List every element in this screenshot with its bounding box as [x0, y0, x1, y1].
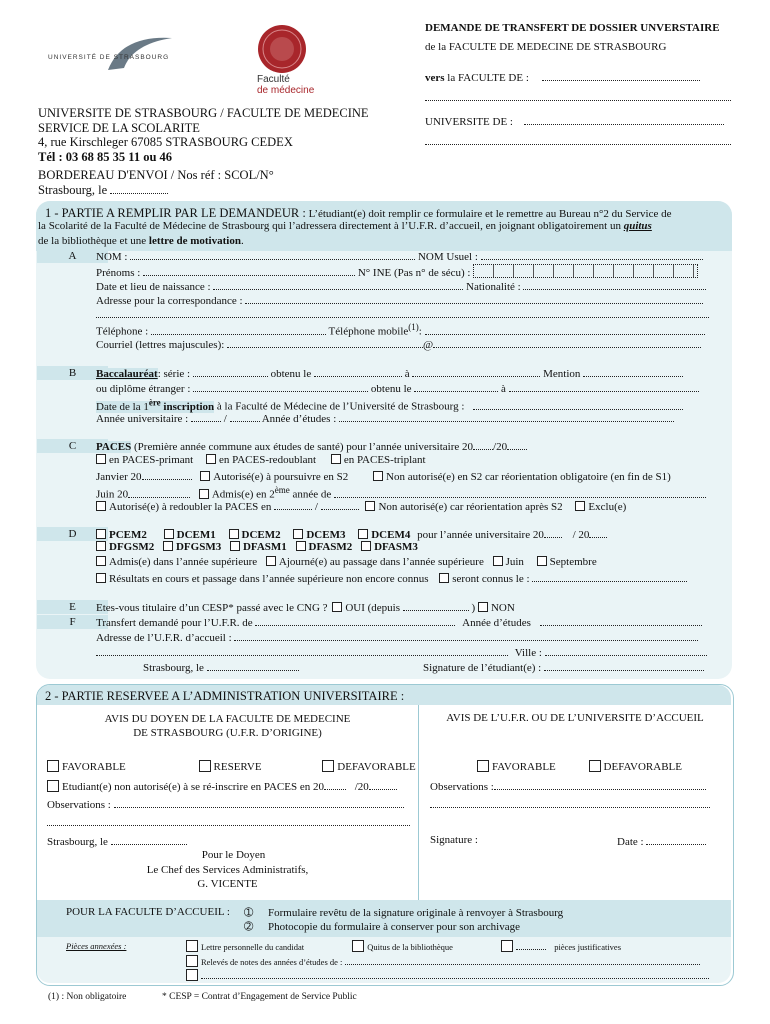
- autre-piece-field[interactable]: [201, 970, 709, 979]
- exclu-checkbox[interactable]: [575, 501, 585, 511]
- dfasm1-label: DFASM1: [242, 541, 287, 553]
- nom-label: NOM :: [96, 251, 128, 263]
- f-strasbourg-date-field[interactable]: [207, 660, 299, 671]
- part1-intro2: [38, 220, 652, 232]
- autorise-s2-label: Autorisé(e) à poursuivre en S2: [213, 471, 349, 483]
- d-row3: [96, 556, 597, 569]
- accueil-instructions: [244, 906, 563, 934]
- dfasm1-checkbox[interactable]: [230, 541, 240, 551]
- resultats-label: Résultats en cours et passage dans l’année supérieure non encore connus: [109, 573, 429, 585]
- non-autorise-apres-label: Non autorisé(e) car réorientation après S2: [378, 501, 563, 513]
- doyen-favorable-label: FAVORABLE: [62, 761, 126, 773]
- bac-row: [96, 366, 683, 381]
- pieces-label: Pièces annexées :: [66, 941, 127, 951]
- doyen-signature-line2: Le Chef des Services Administratifs,: [146, 863, 309, 876]
- doyen-observations-field-2[interactable]: [47, 815, 410, 826]
- accueil-defavorable-checkbox[interactable]: [589, 760, 601, 772]
- juin-field[interactable]: [128, 487, 190, 498]
- d-row1-tail: pour l’année universitaire 20: [417, 529, 544, 541]
- seront-field[interactable]: [532, 571, 687, 582]
- f-signature-label: Signature de l’étudiant(e) :: [423, 662, 542, 674]
- cesp-label: Etes-vous titulaire d’un CESP* passé avec le CNG ?: [96, 602, 328, 614]
- dcem3-label: DCEM3: [306, 529, 346, 541]
- annee-univ-slash: /: [223, 413, 227, 425]
- accueil-instruction2-num: ➁: [244, 921, 254, 933]
- accueil-instructions-label: POUR LA FACULTE D’ACCUEIL :: [66, 906, 230, 918]
- part1-intro2-text: la Scolarité de la Faculté de Médecine de Strasbourg qui l’adressera directement à l’U.F.R. d’accueil, en joignant obligatoirement un: [38, 220, 621, 232]
- diplome-field[interactable]: [193, 381, 368, 392]
- annee-etudes-label: Année d’études :: [261, 413, 337, 425]
- transfert-label: Transfert demandé pour l’U.F.R. de: [96, 617, 253, 629]
- tel-mobile-sup: (1): [408, 322, 419, 332]
- dcem2-checkbox[interactable]: [229, 529, 239, 539]
- nationalite-field[interactable]: [523, 279, 706, 290]
- non-autorise-s2-label: Non autorisé(e) en S2 car réorientation obligatoire (en fin de S1): [386, 471, 671, 483]
- paces-year-field-2[interactable]: [507, 439, 527, 450]
- annee-etudes-field[interactable]: [339, 411, 674, 422]
- annee-univ-label: Année universitaire :: [96, 413, 189, 425]
- telephone-label: Téléphone :: [96, 325, 149, 338]
- f-signature-field[interactable]: [544, 660, 704, 671]
- strasbourg-le-label: Strasbourg, le: [38, 183, 108, 197]
- doyen-defavorable-checkbox[interactable]: [322, 760, 334, 772]
- cesp-non-label: NON: [490, 602, 515, 614]
- universite-row: [425, 114, 724, 128]
- address-line2: SERVICE DE LA SCOLARITE: [38, 120, 200, 135]
- accueil-instruction1-num: ➀: [244, 907, 254, 919]
- adresse-ufr-field[interactable]: [234, 630, 698, 641]
- admis-sup-label: Admis(e) dans l’année supérieure: [109, 556, 258, 568]
- redoubler-field-1[interactable]: [274, 499, 312, 510]
- pieces-row2: [186, 955, 700, 967]
- releves-checkbox[interactable]: [186, 955, 198, 967]
- universite-label: UNIVERSITE DE :: [425, 116, 513, 128]
- annee-univ-row: [96, 411, 674, 426]
- accueil-observations-label: Observations :: [430, 781, 494, 793]
- accueil-avis-row: [477, 760, 682, 773]
- paces-non-field-1[interactable]: [324, 779, 346, 790]
- adresse-ufr-label: Adresse de l’U.F.R. d’accueil :: [96, 632, 232, 644]
- date-1ere-label: Date de la 1: [96, 400, 149, 413]
- cesp-oui-checkbox[interactable]: [332, 602, 342, 612]
- paces-year-field-1[interactable]: [473, 439, 493, 450]
- strasbourg-date-field[interactable]: [110, 183, 168, 194]
- accueil-defavorable-label: DEFAVORABLE: [603, 761, 682, 773]
- address-line1: UNIVERSITE DE STRASBOURG / FACULTE DE MEDECINE: [38, 106, 369, 120]
- dfgsm3-label: DFGSM3: [175, 541, 222, 553]
- f-strasbourg-le-label: Strasbourg, le: [143, 662, 204, 674]
- vers-faculte-row: [425, 70, 700, 84]
- bac-mention-field[interactable]: [583, 366, 683, 377]
- section-letter-b: B: [37, 366, 108, 380]
- dfasm2-checkbox[interactable]: [296, 541, 306, 551]
- adresse-ufr-field-2[interactable]: [96, 645, 508, 656]
- vers-faculte-field-2[interactable]: [425, 90, 731, 101]
- tel-mobile-colon: :: [418, 325, 422, 338]
- nom-field[interactable]: [130, 249, 415, 260]
- lettre-label: Lettre personnelle du candidat: [201, 942, 305, 952]
- part1-title: 1 - PARTIE A REMPLIR PAR LE DEMANDEUR :: [45, 206, 306, 220]
- date-1ere-field[interactable]: [473, 399, 683, 410]
- doyen-reserve-checkbox[interactable]: [199, 760, 211, 772]
- non-autorise-s2-checkbox[interactable]: [373, 471, 383, 481]
- paces-slash20: /20: [493, 441, 508, 453]
- transfert-row: [96, 615, 702, 630]
- bordereau-label: BORDEREAU D'ENVOI / Nos réf : SCOL/N°: [38, 168, 274, 182]
- redoubler-label: Autorisé(e) à redoubler la PACES en: [109, 501, 272, 513]
- accueil-favorable-checkbox[interactable]: [477, 760, 489, 772]
- courriel-row: [96, 337, 701, 352]
- paces-primant-checkbox[interactable]: [96, 454, 106, 464]
- doyen-reserve-label: RESERVE: [213, 761, 262, 773]
- ville-row: [96, 645, 707, 660]
- d-juin-label: Juin: [505, 556, 524, 568]
- cesp-oui-label: OUI (depuis: [345, 602, 401, 614]
- bac-a-label: à: [404, 368, 410, 380]
- redoubler-slash: /: [314, 501, 318, 513]
- non-autorise-apres-checkbox[interactable]: [365, 501, 375, 511]
- cesp-row: [96, 600, 515, 615]
- prenoms-row: [96, 264, 698, 280]
- ine-boxes[interactable]: [473, 264, 698, 278]
- dcem1-checkbox[interactable]: [164, 529, 174, 539]
- f-annee-etudes-field[interactable]: [540, 615, 702, 626]
- ville-field[interactable]: [545, 645, 707, 656]
- paces-label: PACES: [96, 441, 132, 453]
- dfgsm3-checkbox[interactable]: [163, 541, 173, 551]
- doyen-avis-row: [47, 760, 417, 773]
- bac-obtenu-label: obtenu le: [270, 368, 312, 380]
- faculte-seal: [257, 24, 307, 74]
- part1-intro1: L’étudiant(e) doit remplir ce formulaire et le remettre au Bureau n°2 du Service de: [308, 208, 672, 220]
- adresse-row: [96, 293, 703, 308]
- doyen-favorable-checkbox[interactable]: [47, 760, 59, 772]
- autre-piece-checkbox[interactable]: [186, 969, 198, 981]
- accueil-instruction2: Photocopie du formulaire à conserver pour son archivage: [268, 921, 520, 933]
- section-letter-d: D: [37, 527, 108, 541]
- seront-label: seront connus le :: [452, 573, 530, 585]
- accueil-date-label: Date :: [617, 836, 644, 848]
- pieces-just-label: pièces justificatives: [554, 942, 622, 952]
- admis-sup-checkbox[interactable]: [96, 556, 106, 566]
- annee-univ-field-2[interactable]: [230, 411, 260, 422]
- redoubler-row: [96, 499, 626, 514]
- part1-intro3-lettre: lettre de motivation: [148, 235, 241, 247]
- quitus-checkbox[interactable]: [352, 940, 364, 952]
- universite-field-2[interactable]: [425, 134, 731, 145]
- faculte-label: [257, 74, 314, 96]
- accueil-signature-label: Signature :: [430, 834, 478, 846]
- pieces-just-count-field[interactable]: [516, 941, 546, 950]
- accueil-favorable-label: FAVORABLE: [492, 761, 556, 773]
- janvier-field[interactable]: [142, 469, 192, 480]
- vers-bold: vers: [425, 72, 445, 84]
- paces-options-row: [96, 454, 426, 467]
- section-letter-a: A: [37, 249, 108, 263]
- tel-mobile-field[interactable]: [425, 324, 705, 335]
- section-letter-f: F: [37, 615, 108, 629]
- redoubler-field-2[interactable]: [321, 499, 359, 510]
- paces-non-field-2[interactable]: [369, 779, 397, 790]
- part1-intro3-dot: .: [240, 235, 244, 247]
- accueil-observations-field[interactable]: [494, 779, 706, 790]
- pieces-row3: [186, 969, 709, 981]
- admis-checkbox[interactable]: [199, 489, 209, 499]
- date-1ere-sup: ère: [148, 397, 161, 407]
- dcem1-label: DCEM1: [176, 529, 216, 541]
- doyen-strasbourg-label: Strasbourg, le: [47, 836, 108, 848]
- vers-faculte-field[interactable]: [542, 70, 700, 81]
- accueil-observations-field-2[interactable]: [430, 797, 710, 808]
- admis-sup: ème: [274, 485, 290, 495]
- telephone-field[interactable]: [151, 324, 326, 335]
- strasbourg-date-row: [38, 183, 168, 198]
- naissance-field[interactable]: [213, 279, 463, 290]
- d-row2: [96, 541, 418, 554]
- nationalite-label: Nationalité :: [466, 281, 521, 293]
- bac-lieu-field[interactable]: [412, 366, 540, 377]
- adresse-field-2[interactable]: [96, 307, 709, 318]
- pcem2-label: PCEM2: [109, 529, 147, 541]
- ine-label: N° INE (Pas n° de sécu) :: [357, 267, 471, 279]
- d-juin-checkbox[interactable]: [493, 556, 503, 566]
- universite-field[interactable]: [524, 114, 724, 125]
- cesp-depuis-field[interactable]: [403, 600, 469, 611]
- f-annee-etudes-label: Année d’études: [462, 617, 531, 629]
- d-septembre-checkbox[interactable]: [537, 556, 547, 566]
- paces-non-checkbox[interactable]: [47, 780, 59, 792]
- resultats-checkbox[interactable]: [96, 573, 106, 583]
- releves-label: Relevés de notes des années d’études de :: [201, 957, 343, 967]
- doyen-defavorable-label: DEFAVORABLE: [337, 761, 416, 773]
- bac-label: Baccalauréat: [96, 368, 158, 380]
- address-tel: Tél : 03 68 85 35 11 ou 46: [38, 149, 173, 164]
- date-1ere-rest: à la Faculté de Médecine de l’Université de Strasbourg :: [216, 400, 465, 413]
- nom-usuel-field[interactable]: [481, 249, 703, 260]
- universite-logo-text: UNIVERSITÉ DE STRASBOURG: [48, 54, 170, 61]
- section-letter-e: E: [37, 600, 108, 614]
- paces-triplant-label: en PACES-triplant: [343, 454, 426, 466]
- footnote-cesp: * CESP = Contrat d’Engagement de Service Public: [162, 992, 357, 1002]
- dfasm2-label: DFASM2: [308, 541, 353, 553]
- telephone-row: [96, 321, 705, 339]
- accueil-head: AVIS DE L’U.F.R. OU DE L’UNIVERSITE D’ACCUEIL: [446, 712, 704, 724]
- d-row1: [96, 527, 607, 542]
- form-title: DEMANDE DE TRANSFERT DE DOSSIER UNVERSTAIRE: [425, 22, 720, 34]
- address-line3: 4, rue Kirschleger 67085 STRASBOURG CEDEX: [38, 135, 293, 149]
- lettre-checkbox[interactable]: [186, 940, 198, 952]
- dcem4-checkbox[interactable]: [358, 529, 368, 539]
- doyen-head-line1: AVIS DU DOYEN DE LA FACULTE DE MEDECINE: [104, 713, 351, 725]
- diplome-obtenu-label: obtenu le: [370, 383, 412, 395]
- doyen-signature-line3: G. VICENTE: [197, 878, 258, 890]
- nom-usuel-label: NOM Usuel :: [417, 251, 478, 263]
- dfasm3-label: DFASM3: [374, 541, 418, 553]
- bac-mention-label: Mention: [543, 368, 581, 380]
- paces-redoublant-label: en PACES-redoublant: [219, 454, 317, 466]
- diplome-a-label: à: [501, 383, 506, 395]
- diplome-label: ou diplôme étranger :: [96, 383, 191, 395]
- d-row4: [96, 571, 687, 586]
- part1-intro2-quitus: quitus: [623, 220, 652, 232]
- courriel-at: @: [423, 339, 434, 351]
- bac-serie-label: : série :: [157, 368, 191, 380]
- paces-primant-label: en PACES-primant: [109, 454, 194, 466]
- adresse-label: Adresse pour la correspondance :: [96, 295, 243, 307]
- part2-divider: [418, 705, 419, 900]
- seront-checkbox[interactable]: [439, 573, 449, 583]
- paces-rest: (Première année commune aux études de santé) pour l’année universitaire 20: [134, 441, 474, 453]
- naissance-label: Date et lieu de naissance :: [96, 281, 211, 293]
- part2-title: 2 - PARTIE RESERVEE A L’ADMINISTRATION UNIVERSITAIRE :: [45, 689, 405, 703]
- vers-label: la FACULTE DE :: [447, 72, 529, 84]
- section-letter-c: C: [37, 439, 108, 453]
- janvier-row: [96, 469, 671, 484]
- paces-triplant-checkbox[interactable]: [331, 454, 341, 464]
- accueil-date-field[interactable]: [646, 834, 706, 845]
- releves-field[interactable]: [345, 956, 700, 965]
- f-signature-row: [143, 660, 299, 674]
- diplome-lieu-field[interactable]: [509, 381, 699, 392]
- part1-intro3: [38, 235, 244, 247]
- cesp-non-checkbox[interactable]: [478, 602, 488, 612]
- dcem4-label: DCEM4: [371, 529, 411, 541]
- prenoms-field[interactable]: [143, 265, 355, 276]
- f-signature-etudiant-row: [423, 660, 704, 674]
- part1-title-row: [45, 206, 671, 221]
- autorise-s2-checkbox[interactable]: [200, 471, 210, 481]
- paces-redoublant-checkbox[interactable]: [206, 454, 216, 464]
- doyen-strasbourg-field[interactable]: [111, 834, 187, 845]
- address-block: [38, 106, 369, 164]
- doyen-signature-block: [37, 848, 418, 892]
- ville-label: Ville :: [514, 647, 542, 659]
- footnote-non-obligatoire: (1) : Non obligatoire: [48, 992, 127, 1002]
- prenoms-label: Prénoms :: [96, 267, 141, 279]
- d-septembre-label: Septembre: [549, 556, 597, 568]
- pcem2-checkbox[interactable]: [96, 529, 106, 539]
- courriel-field-user[interactable]: [227, 337, 423, 348]
- pieces-just-checkbox[interactable]: [501, 940, 513, 952]
- adresse-ufr-row: [96, 630, 698, 645]
- cesp-close: ): [471, 602, 476, 614]
- part1-intro3-text: de la bibliothèque et une: [38, 235, 147, 247]
- accueil-observations-row: [430, 779, 706, 793]
- accueil-date-row: [617, 834, 706, 848]
- doyen-observations-label: Observations :: [47, 799, 111, 811]
- dfasm3-checkbox[interactable]: [361, 541, 371, 551]
- exclu-label: Exclu(e): [588, 501, 627, 513]
- nom-row: [96, 249, 703, 264]
- admis-rest: année de: [292, 488, 332, 501]
- bac-obtenu-field[interactable]: [314, 366, 402, 377]
- bac-serie-field[interactable]: [193, 366, 268, 377]
- doyen-observations-row: [47, 797, 404, 811]
- admis-field[interactable]: [334, 487, 706, 498]
- doyen-head-line2: DE STRASBOURG (U.F.R. D’ORIGINE): [133, 727, 322, 739]
- doyen-head: [37, 712, 418, 740]
- d-year-field-1[interactable]: [544, 527, 562, 538]
- universite-logo: [48, 34, 178, 74]
- faculte-line1: Faculté: [257, 74, 290, 85]
- janvier-label: Janvier 20: [96, 471, 142, 483]
- annee-univ-field-1[interactable]: [191, 411, 221, 422]
- paces-non-row: [47, 779, 397, 793]
- transfert-field[interactable]: [255, 615, 455, 626]
- admis-label: Admis(e) en 2: [211, 488, 275, 501]
- diplome-row: [96, 381, 699, 396]
- dfgsm2-label: DFGSM2: [109, 541, 155, 553]
- dcem3-checkbox[interactable]: [293, 529, 303, 539]
- dfgsm2-checkbox[interactable]: [96, 541, 106, 551]
- date-1ere-bold: inscription: [163, 400, 215, 413]
- juin-label: Juin 20: [96, 488, 129, 501]
- paces-row: [96, 439, 527, 454]
- d-year-field-2[interactable]: [589, 527, 607, 538]
- dcem2-label: DCEM2: [241, 529, 281, 541]
- seal-icon: [257, 24, 307, 74]
- adresse-field[interactable]: [245, 293, 703, 304]
- pieces-row1: [186, 940, 621, 952]
- tel-mobile-label: Téléphone mobile: [328, 325, 409, 338]
- quitus-label: Quitus de la bibliothèque: [367, 942, 453, 952]
- doyen-observations-field[interactable]: [114, 797, 404, 808]
- paces-non-slash: /20: [354, 781, 369, 793]
- courriel-label: Courriel (lettres majuscules):: [96, 339, 225, 351]
- doyen-strasbourg-row: [47, 834, 187, 848]
- doyen-signature-line1: Pour le Doyen: [201, 849, 266, 861]
- naissance-row: [96, 279, 706, 294]
- diplome-obtenu-field[interactable]: [414, 381, 498, 392]
- form-subtitle: de la FACULTE DE MEDECINE DE STRASBOURG: [425, 41, 667, 53]
- courriel-field-domain[interactable]: [433, 337, 701, 348]
- redoubler-checkbox[interactable]: [96, 501, 106, 511]
- d-row1-slash: / 20: [572, 529, 590, 541]
- faculte-line2: de médecine: [257, 85, 315, 96]
- ajourne-checkbox[interactable]: [266, 556, 276, 566]
- ajourne-label: Ajourné(e) au passage dans l’année supérieure: [278, 556, 484, 568]
- paces-non-label: Etudiant(e) non autorisé(e) à se ré-inscrire en PACES en 20: [62, 781, 324, 793]
- accueil-instruction1: Formulaire revêtu de la signature originale à renvoyer à Strasbourg: [268, 907, 564, 919]
